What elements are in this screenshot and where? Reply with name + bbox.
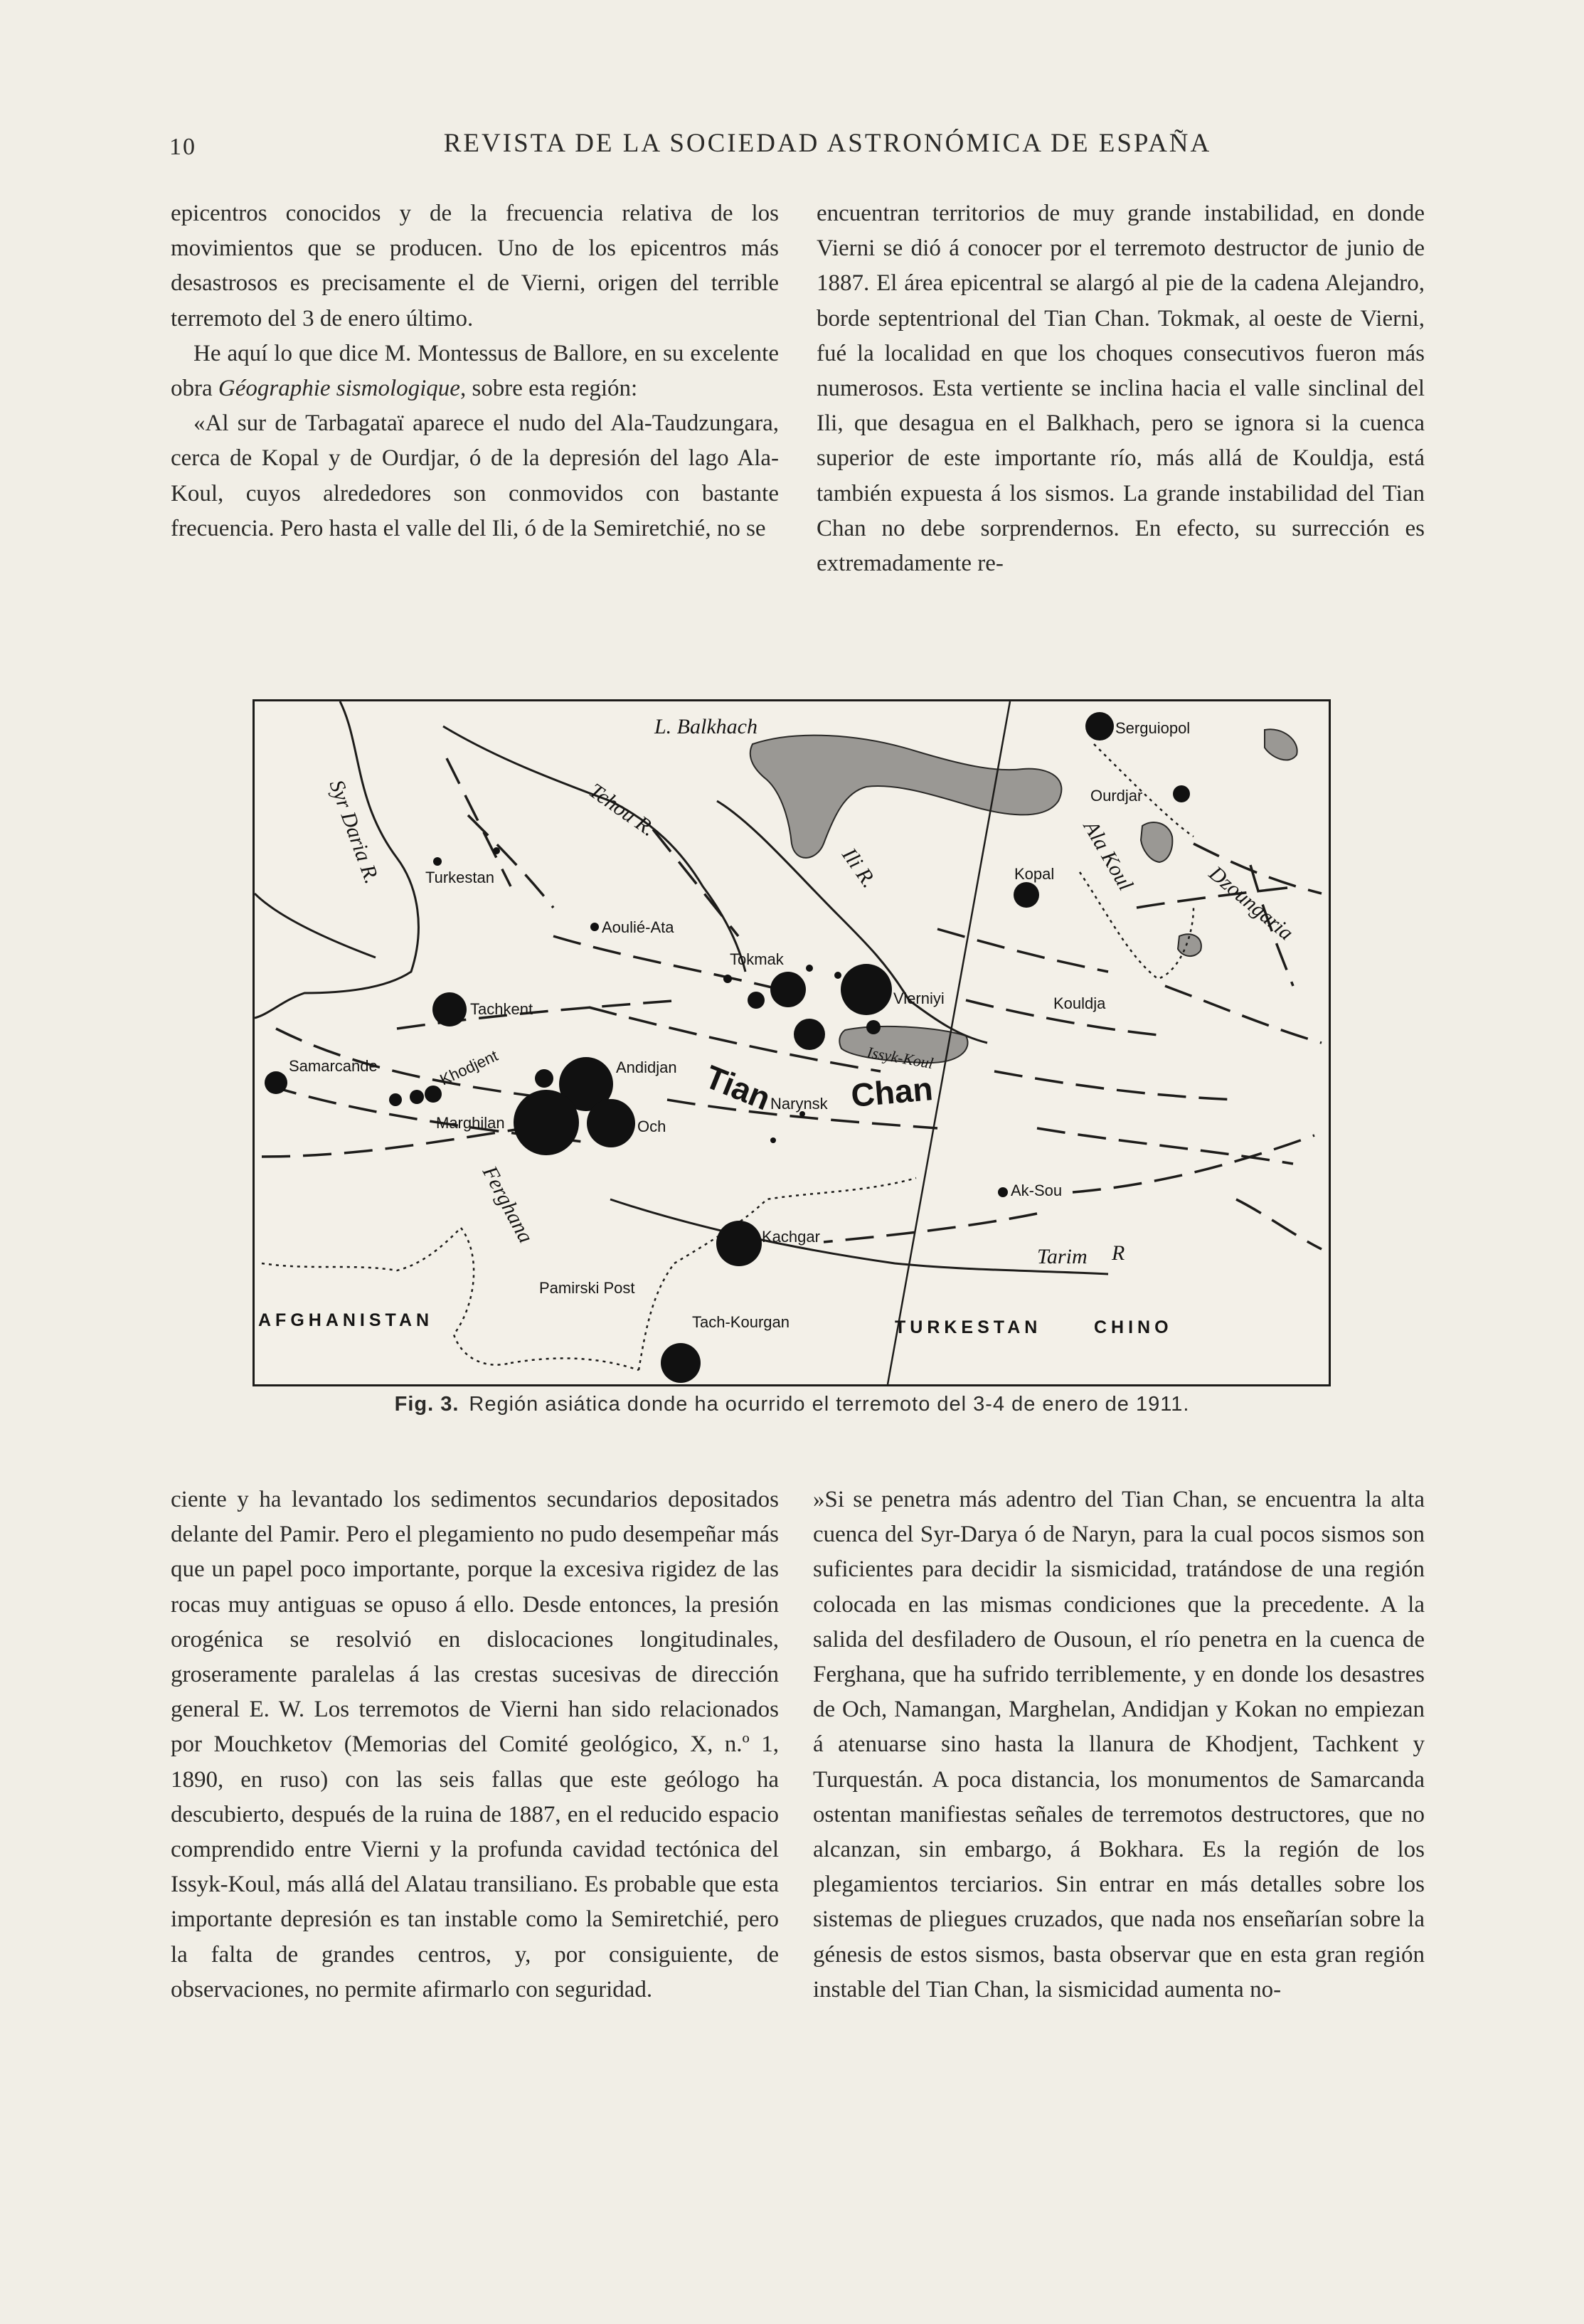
marker-tachkent <box>432 992 467 1026</box>
marker-och <box>587 1099 635 1147</box>
river-tchou <box>443 726 745 972</box>
marker-ourdjar <box>1173 785 1190 802</box>
marker-vierni <box>841 964 892 1015</box>
marker-khodjent-1 <box>389 1093 402 1106</box>
label-narynsk: Narynsk <box>770 1095 828 1113</box>
figure-caption <box>142 1393 1442 1416</box>
marker-ak-sou <box>998 1187 1008 1197</box>
marker-andidjan-small <box>535 1069 553 1088</box>
figure-label: Fig. 3. <box>394 1393 459 1416</box>
epicentre-markers <box>265 712 1190 1383</box>
marker-tokmak-2 <box>748 992 765 1009</box>
label-chan: Chan <box>849 1070 935 1114</box>
caption-text: Región asiática donde ha ocurrido el terremoto del 3-4 de enero de 1911. <box>469 1393 1190 1416</box>
river-syr-daria <box>255 701 418 1018</box>
label-serguiopol: Serguiopol <box>1115 719 1191 737</box>
label-turkestan-city: Turkestan <box>425 869 495 886</box>
page-header <box>0 128 1584 171</box>
marker-turkestan-2 <box>493 847 500 854</box>
marker-tach-kourgan <box>661 1343 701 1383</box>
column-top-right <box>817 196 1425 581</box>
label-tian: Tian <box>700 1058 776 1118</box>
river-upper <box>255 893 376 957</box>
label-ili: Ili R. <box>837 844 881 893</box>
paragraph <box>171 336 779 406</box>
label-khodjent: Khodjent <box>437 1046 501 1089</box>
paragraph: epicentros conocidos y de la frecuencia relativa de los movimientos que se producen. Uno de los epicentros más desastrosos es precisamente el de Vierni, origen del terrible terremoto del 3 de enero último. <box>171 201 779 331</box>
label-syr-daria: Syr Daria R. <box>324 777 384 887</box>
marker-tokmak <box>770 972 806 1007</box>
label-balkhach: L. Balkhach <box>654 715 758 738</box>
label-chino: CHINO <box>1094 1317 1173 1337</box>
marker-kopal <box>1014 882 1039 908</box>
marker-small-4 <box>770 1137 776 1143</box>
marker-serguiopol <box>1085 712 1114 741</box>
label-tarim-r: R <box>1112 1241 1125 1265</box>
label-tokmak: Tokmak <box>730 950 784 968</box>
paragraph: ciente y ha levantado los sedimentos secundarios depositados delante del Pamir. Pero el plegamiento no pudo desempeñar más que un papel poco importante, porque la excesiva rigidez de las rocas muy antiguas se opuso á ello. Desde entonces, la presión orogénica se resolvió en dislocaciones longitudinales, groseramente paralelas á las crestas sucesivas de dirección general E. W. Los terremotos de Vierni han sido relacionados por Mouchketov (Memorias del Comité geológico, X, n.º 1, 1890, en ruso) con las seis fallas que este geólogo ha descubierto, después de la ruina de 1887, en el reducido espacio comprendido entre Vierni y la profunda cavidad tectónica del Issyk-Koul, más allá del Alatau transiliano. Es probable que esta importante depresión es tan instable como la Semiretchié, pero la falta de grandes centros, y, por consiguiente, de observaciones, no permite afirmarlo con seguridad. <box>171 1487 779 2002</box>
lake-balkhach <box>750 736 1062 858</box>
paragraph: »Si se penetra más adentro del Tian Chan, se encuentra la alta cuenca del Syr-Darya ó de Naryn, para la cual pocos sismos son suficientes para decidir la sismicidad, tratándose de una región colocada en las mismas condiciones que la precedente. A la salida del desfiladero de Ousoun, el río penetra en la cuenca de Ferghana, que ha sufrido terriblemente, y en donde los desastres de Och, Namangan, Marghelan, Andidjan y Kokan no empiezan á atenuarse sino hasta la llanura de Khodjent, Tachkent y Turquestán. A poca distancia, los monumentos de Samarcanda ostentan manifiestas señales de terremotos destructores, que no alcanzan, sin embargo, á Bokhara. Es la región de los plegamientos terciarios. Sin entrar en más detalles sobre los sistemas de pliegues cruzados, que nada nos enseñarían sobre la génesis de estos sismos, basta observar que en esta gran región instable del Tian Chan, la sismicidad aumenta no- <box>813 1487 1425 2002</box>
label-afghanistan: AFGHANISTAN <box>258 1310 434 1330</box>
marker-kachgar <box>716 1221 762 1266</box>
label-ak-sou: Ak-Sou <box>1011 1182 1063 1199</box>
marker-aoulie-ata <box>590 923 599 931</box>
marker-tian <box>794 1019 825 1050</box>
paragraph: encuentran territorios de muy grande instabilidad, en donde Vierni se dió á conocer por el terremoto destructor de junio de 1887. El área epicentral se alargó al pie de la cadena Alejandro, borde septentrional del Tian Chan. Tokmak, al oeste de Vierni, fué la localidad en que los choques consecutivos fueron más numerosos. Esta vertiente se inclina hacia el valle sinclinal del Ili, que desagua en el Balkhach, pero se ignora si la cuenca superior de este importante río, más allá de Kouldja, está también expuesta á los sismos. La grande instabilidad del Tian Chan no debe sorprendernos. En efecto, su surrección es extremadamente re- <box>817 201 1425 577</box>
label-kopal: Kopal <box>1014 865 1055 883</box>
marker-samarcande <box>265 1071 287 1094</box>
page-number: 10 <box>169 134 196 160</box>
book-title: Géographie sismologique <box>218 376 460 402</box>
label-vierni: Vierniyi <box>893 989 945 1007</box>
marker-khodjent-2 <box>410 1090 424 1104</box>
label-samarcande: Samarcande <box>289 1057 378 1075</box>
column-bottom-left <box>171 1482 779 2007</box>
river-tarim <box>610 1199 1108 1274</box>
label-tarim: Tarim <box>1037 1245 1088 1268</box>
label-och: Och <box>637 1118 666 1135</box>
paragraph-text: , sobre esta región: <box>459 376 638 402</box>
label-andidjan: Andidjan <box>616 1058 677 1076</box>
label-ourdjar: Ourdjar <box>1090 787 1143 805</box>
column-top-left <box>171 196 779 546</box>
label-aoulie-ata: Aoulié-Ata <box>602 918 674 936</box>
label-kachgar: Kachgar <box>762 1228 820 1246</box>
lake-ala-koul <box>1141 822 1172 862</box>
label-tach-kourgan: Tach-Kourgan <box>692 1313 790 1331</box>
marker-small <box>723 975 732 983</box>
label-turkestan: TURKESTAN <box>895 1317 1042 1337</box>
label-ala-koul: Ala Koul <box>1078 817 1138 895</box>
borders <box>262 744 1194 1370</box>
figure-map <box>253 699 1331 1386</box>
label-kouldja: Kouldja <box>1053 994 1106 1012</box>
lake-small-ne <box>1265 729 1297 760</box>
label-marghilan: Marghilan <box>436 1114 505 1132</box>
label-ferghana: Ferghana <box>477 1162 538 1247</box>
paragraph-text: He aquí lo que dice M. Montessus de Ballore, en su excelente obra <box>171 340 779 402</box>
map-graphic <box>255 701 1329 1384</box>
paragraph: «Al sur de Tarbagataï aparece el nudo del Ala-Taudzungara, cerca de Kopal y de Ourdjar, ó de la depresión del lago Ala-Koul, cuyos alrededores son conmovidos con bastante frecuencia. Pero hasta el valle del Ili, ó de la Semiretchié, no se <box>171 410 779 541</box>
label-dzoungaria: Dzoungaria <box>1204 861 1298 945</box>
marker-small-2 <box>806 965 813 972</box>
label-tachkent: Tachkent <box>470 1000 533 1018</box>
label-issyk-koul: Issyk-Koul <box>866 1043 935 1073</box>
label-pamirski-post: Pamirski Post <box>539 1279 635 1297</box>
marker-turkestan <box>433 857 442 866</box>
label-tchou: Tchou R. <box>584 778 660 842</box>
running-head: REVISTA DE LA SOCIEDAD ASTRONÓMICA DE ESPAÑA <box>443 129 1212 158</box>
marker-issyk <box>866 1020 881 1034</box>
marker-khodjent-3 <box>425 1086 442 1103</box>
marker-marghilan <box>514 1090 579 1155</box>
marker-small-3 <box>834 972 841 979</box>
column-bottom-right <box>813 1482 1425 2007</box>
